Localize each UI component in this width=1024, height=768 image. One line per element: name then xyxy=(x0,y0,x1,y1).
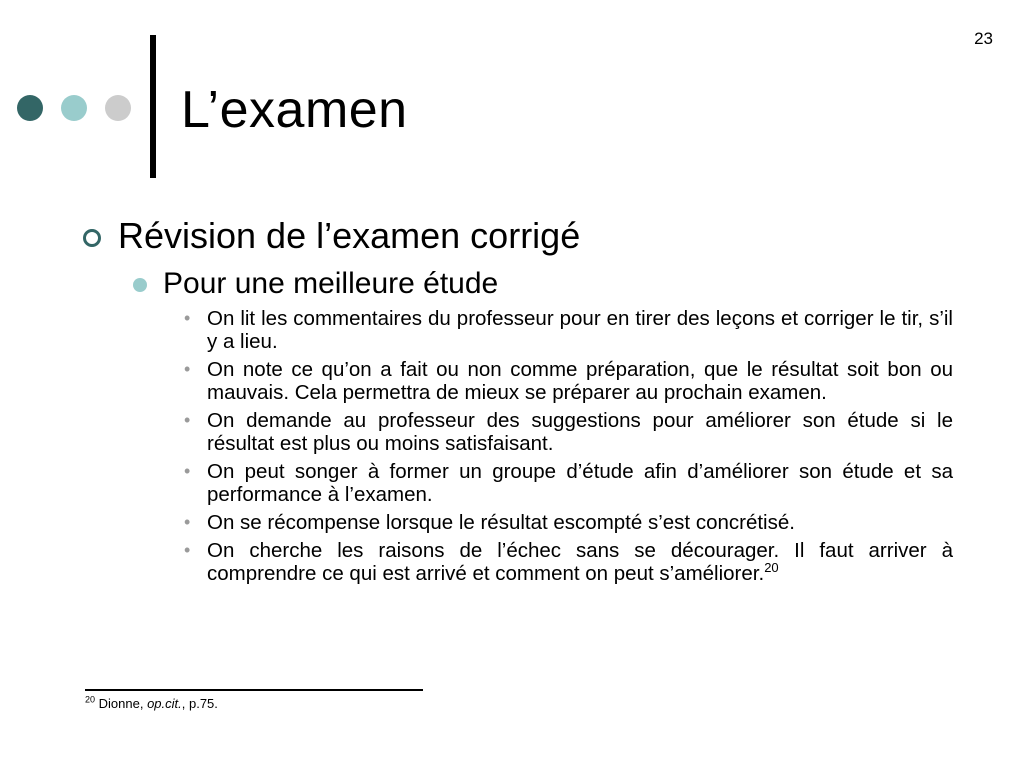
list-item xyxy=(183,307,953,353)
list-item-text: On se récompense lorsque le résultat escompté s’est concrétisé. xyxy=(207,511,795,534)
dot-dark xyxy=(17,95,43,121)
bullet-list xyxy=(183,307,953,590)
ring-bullet-icon xyxy=(83,229,101,247)
bullet-dot-icon: • xyxy=(184,540,191,560)
list-item xyxy=(183,358,953,404)
list-item-text: On demande au professeur des suggestions pour améliorer son étude si le résultat est plus ou moins satisfaisant. xyxy=(207,409,953,455)
footnote-rule xyxy=(85,689,423,691)
bullet-dot-icon: • xyxy=(184,512,191,532)
dot-gray xyxy=(105,95,131,121)
bullet-dot-icon: • xyxy=(184,308,191,328)
list-item xyxy=(183,409,953,455)
list-item-text: On note ce qu’on a fait ou non comme préparation, que le résultat soit bon ou mauvais. Cela permettra de mieux se préparer au prochain examen. xyxy=(207,358,953,404)
footnote-reference: 20 xyxy=(764,560,779,576)
page-title: L’examen xyxy=(181,81,408,139)
list-item xyxy=(183,460,953,506)
footnote-work: op.cit. xyxy=(147,696,182,711)
list-item xyxy=(183,539,953,585)
list-item-text: On cherche les raisons de l’échec sans se décourager. Il faut arriver à comprendre ce qui est arrivé et comment on peut s’améliorer. xyxy=(207,539,953,585)
list-item xyxy=(183,511,953,534)
list-item-text: On lit les commentaires du professeur pour en tirer des leçons et corriger le tir, s’il y a lieu. xyxy=(207,307,953,353)
bullet-dot-icon: • xyxy=(184,461,191,481)
level2-text: Pour une meilleure étude xyxy=(163,267,499,300)
dot-light xyxy=(61,95,87,121)
title-divider xyxy=(150,35,156,178)
footnote-number: 20 xyxy=(85,694,96,705)
bullet-dot-icon: • xyxy=(184,410,191,430)
slide-number: 23 xyxy=(974,29,993,48)
footnote xyxy=(85,696,218,711)
footnote-page: , p.75. xyxy=(181,696,218,711)
footnote-author: Dionne, xyxy=(95,696,148,711)
dot-bullet-icon xyxy=(133,278,147,292)
list-item-text: On peut songer à former un groupe d’étude afin d’améliorer son étude et sa performance à l’examen. xyxy=(207,460,953,506)
bullet-dot-icon: • xyxy=(184,359,191,379)
level1-text: Révision de l’examen corrigé xyxy=(118,215,581,256)
